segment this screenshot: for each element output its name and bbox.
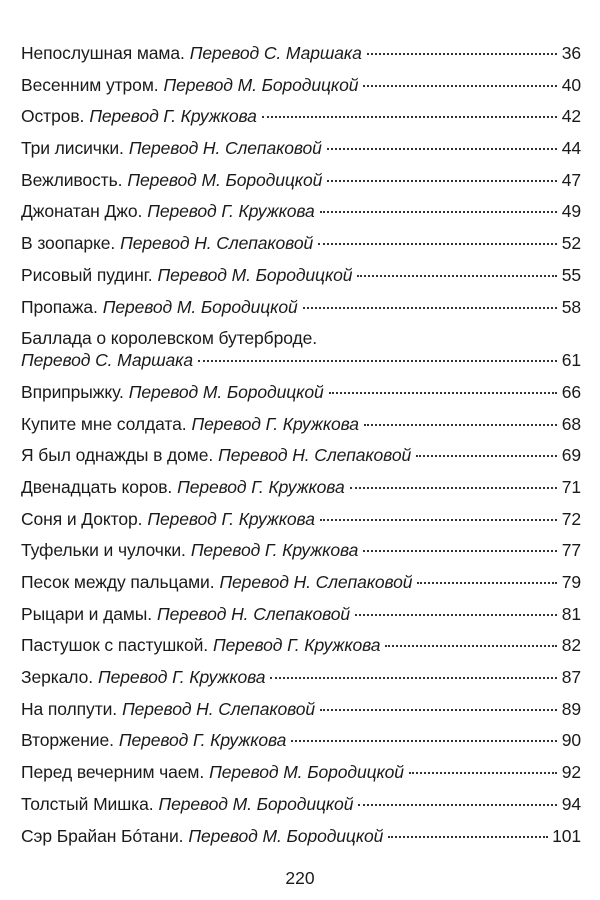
entry-page-number: 87 — [561, 667, 581, 688]
entry-title: Пастушок с пастушкой. — [21, 635, 209, 656]
entry-title: Пропажа. — [21, 296, 98, 317]
entry-page-number: 58 — [561, 296, 581, 317]
entry-translator: Перевод М. Бородицкой — [188, 825, 384, 846]
entry-translator: Перевод М. Бородицкой — [102, 296, 298, 317]
entry-translator: Перевод Н. Слепаковой — [122, 698, 316, 719]
dot-leader — [355, 614, 557, 616]
entry-translator: Перевод М. Бородицкой — [157, 264, 353, 285]
entry-title: Двенадцать коров. — [21, 476, 173, 497]
entry-page-number: 44 — [561, 138, 581, 159]
toc-entry — [21, 508, 581, 530]
entry-translator: Перевод Г. Кружкова — [147, 201, 315, 222]
entry-translator: Перевод Г. Кружкова — [89, 106, 257, 127]
entry-title: Купите мне солдата. — [21, 413, 187, 434]
entry-title: Джонатан Джо. — [21, 201, 143, 222]
entry-title: Толстый Мишка. — [21, 793, 154, 814]
toc-entry — [21, 729, 581, 751]
dot-leader — [417, 582, 557, 584]
dot-leader — [291, 740, 557, 742]
entry-page-number: 101 — [552, 825, 581, 846]
toc-entry — [21, 42, 581, 64]
entry-title: Баллада о королевском бутерброде. — [21, 328, 317, 349]
entry-translator: Перевод Г. Кружкова — [98, 667, 266, 688]
entry-translator: Перевод М. Бородицкой — [128, 381, 324, 402]
entry-title: Три лисички. — [21, 138, 124, 159]
entry-translator: Перевод Г. Кружкова — [147, 508, 315, 529]
toc-entry — [21, 666, 581, 688]
entry-page-number: 55 — [561, 264, 581, 285]
entry-translator: Перевод С. Маршака — [189, 43, 362, 63]
entry-page-number: 69 — [561, 445, 581, 466]
dot-leader — [357, 275, 557, 277]
entry-page-number: 42 — [561, 106, 581, 127]
entry-title: Соня и Доктор. — [21, 508, 143, 529]
entry-translator: Перевод М. Бородицкой — [127, 169, 323, 190]
dot-leader — [198, 360, 557, 362]
entry-translator: Перевод Г. Кружкова — [190, 540, 359, 561]
dot-leader — [262, 116, 557, 118]
entry-translator: Перевод М. Бородицкой — [163, 74, 359, 95]
toc-entry — [21, 413, 581, 435]
entry-title: Зеркало. — [21, 667, 94, 688]
entry-translator: Перевод Н. Слепаковой — [219, 572, 413, 592]
toc-entry — [21, 634, 581, 656]
entry-page-number: 77 — [561, 540, 581, 561]
entry-page-number: 79 — [561, 572, 581, 592]
entry-page-number: 90 — [561, 730, 581, 751]
entry-title: Непослушная мама. — [21, 43, 185, 63]
dot-leader — [329, 392, 557, 394]
entry-page-number: 89 — [561, 698, 581, 719]
entry-title: Остров. — [21, 106, 85, 127]
toc-entry — [21, 74, 581, 96]
toc-entry — [21, 761, 581, 783]
dot-leader — [320, 709, 557, 711]
toc-entry — [21, 698, 581, 720]
entry-translator: Перевод М. Бородицкой — [158, 793, 354, 814]
dot-leader — [270, 677, 557, 679]
dot-leader — [364, 424, 557, 426]
dot-leader — [318, 243, 557, 245]
entry-page-number: 82 — [561, 635, 581, 656]
entry-title: Сэр Брайан Бóтани. — [21, 825, 184, 846]
dot-leader — [320, 519, 557, 521]
entry-translator: Перевод Н. Слепаковой — [218, 445, 412, 466]
entry-page-number: 40 — [561, 74, 581, 95]
entry-title: Песок между пальцами. — [21, 572, 215, 592]
entry-translator: Перевод Н. Слепаковой — [120, 233, 314, 254]
entry-translator: Перевод Г. Кружкова — [191, 413, 359, 434]
entry-page-number: 71 — [561, 476, 581, 497]
table-of-contents — [21, 42, 581, 856]
entry-page-number: 92 — [561, 762, 581, 783]
entry-translator: Перевод Н. Слепаковой — [157, 603, 351, 624]
dot-leader — [358, 804, 557, 806]
dot-leader — [385, 645, 557, 647]
entry-title: Рисовый пудинг. — [21, 264, 153, 285]
toc-entry — [21, 232, 581, 254]
toc-entry — [21, 444, 581, 466]
dot-leader — [350, 487, 557, 489]
toc-entry — [21, 327, 581, 371]
entry-title: Я был однажды в доме. — [21, 445, 214, 466]
toc-entry — [21, 381, 581, 403]
entry-page-number: 49 — [561, 201, 581, 222]
entry-title: Вежливость. — [21, 169, 123, 190]
entry-title: На полпути. — [21, 698, 118, 719]
entry-translator: Перевод Н. Слепаковой — [128, 138, 322, 159]
entry-page-number: 52 — [561, 233, 581, 254]
dot-leader — [363, 550, 557, 552]
entry-translator: Перевод М. Бородицкой — [209, 762, 404, 783]
toc-entry — [21, 571, 581, 593]
entry-page-number: 94 — [561, 793, 581, 814]
entry-page-number: 66 — [561, 381, 581, 402]
page-number: 220 — [285, 868, 315, 888]
entry-title: Вприпрыжку. — [21, 381, 124, 402]
entry-translator: Перевод Г. Кружкова — [118, 730, 287, 751]
dot-leader — [320, 211, 557, 213]
dot-leader — [367, 53, 557, 55]
toc-entry — [21, 825, 581, 847]
dot-leader — [388, 836, 548, 838]
entry-translator: Перевод С. Маршака — [21, 350, 193, 371]
dot-leader — [416, 455, 557, 457]
dot-leader — [303, 307, 557, 309]
toc-entry — [21, 476, 581, 498]
dot-leader — [409, 772, 557, 774]
entry-translator: Перевод Г. Кружкова — [177, 476, 345, 497]
toc-entry — [21, 137, 581, 159]
toc-entry — [21, 264, 581, 286]
entry-translator: Перевод Г. Кружкова — [213, 635, 381, 656]
dot-leader — [327, 180, 557, 182]
entry-page-number: 47 — [561, 169, 581, 190]
toc-entry — [21, 539, 581, 561]
entry-title: Вторжение. — [21, 730, 114, 751]
entry-page-number: 61 — [561, 350, 581, 371]
toc-entry — [21, 296, 581, 318]
entry-page-number: 81 — [561, 603, 581, 624]
dot-leader — [327, 148, 557, 150]
entry-title: Туфельки и чулочки. — [21, 540, 186, 561]
toc-entry — [21, 169, 581, 191]
dot-leader — [363, 85, 557, 87]
entry-page-number: 36 — [561, 43, 581, 63]
entry-title: Рыцари и дамы. — [21, 603, 153, 624]
entry-title: В зоопарке. — [21, 233, 116, 254]
entry-title: Перед вечерним чаем. — [21, 762, 205, 783]
toc-entry — [21, 603, 581, 625]
toc-entry — [21, 105, 581, 127]
entry-page-number: 72 — [561, 508, 581, 529]
entry-page-number: 68 — [561, 413, 581, 434]
toc-entry — [21, 200, 581, 222]
toc-entry — [21, 793, 581, 815]
entry-title: Весенним утром. — [21, 74, 159, 95]
